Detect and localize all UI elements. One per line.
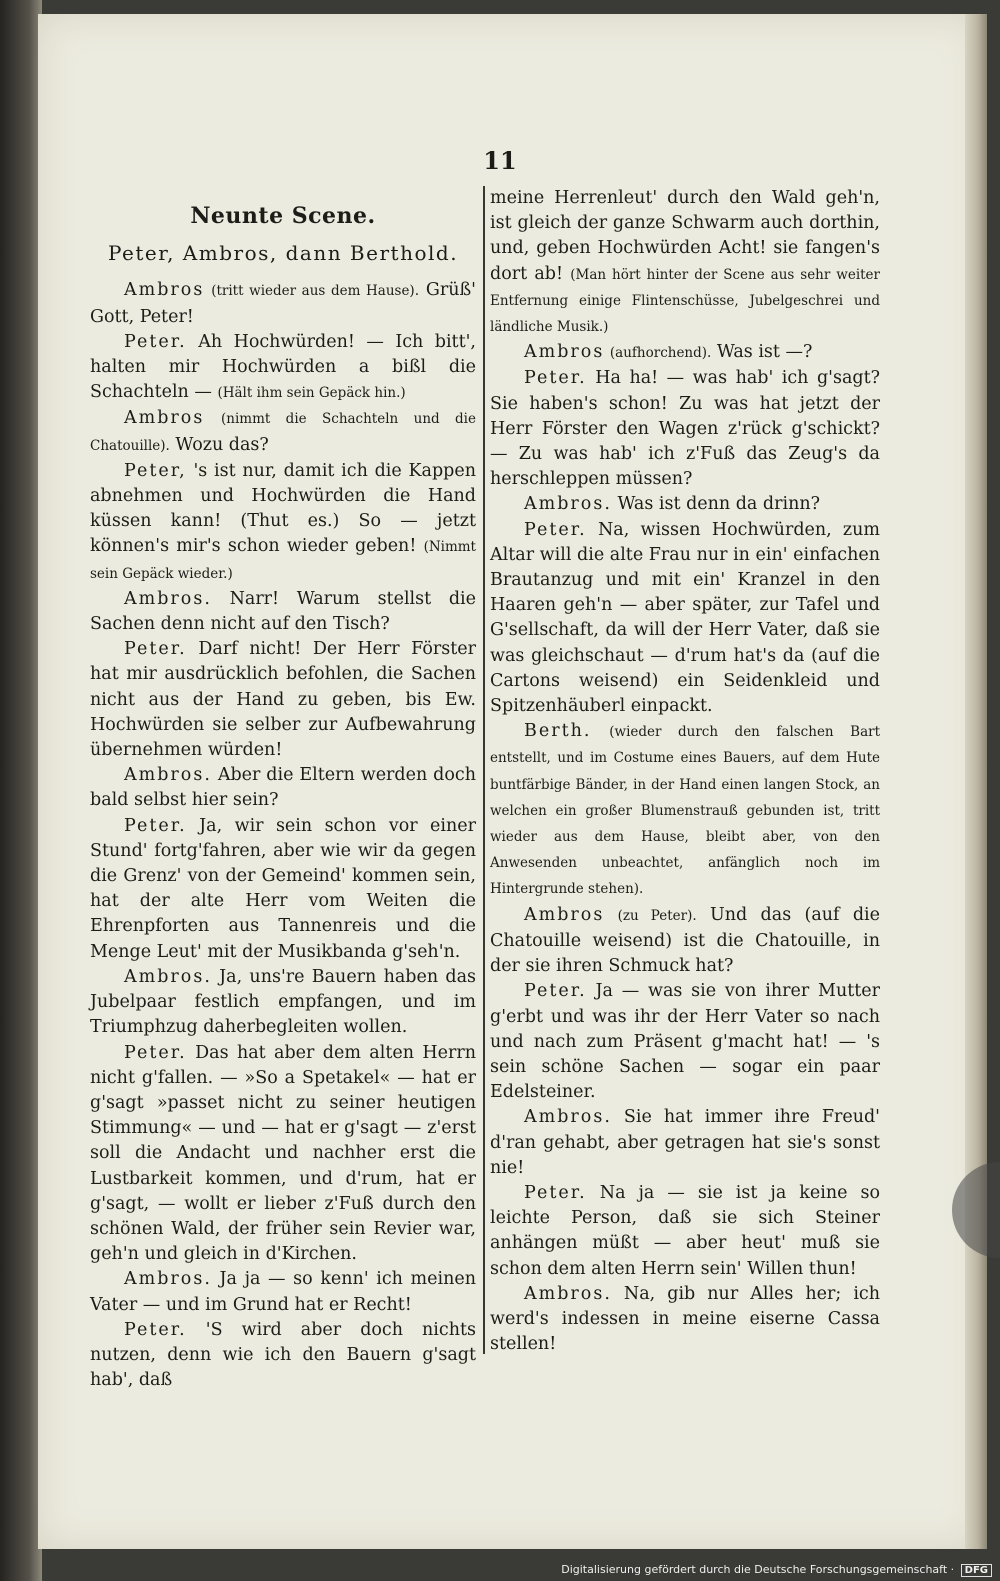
speaker-name: Ambros — [124, 280, 205, 301]
dialogue-text: Sie hat immer ihre Freud' d'ran gehabt, aber getragen hat sie's sonst nie! — [490, 1107, 880, 1178]
speaker-name: Ambros. — [524, 494, 612, 515]
dialogue-text: Ha ha! — was hab' ich g'sagt? Sie haben's schon! Zu was hat jetzt der Herr Förster den Wagen z'rück g'schickt? — Zu was hab' ich z'Fuß das Zeug's da herschleppen müssen? — [490, 368, 880, 490]
column-divider — [483, 186, 485, 1354]
dialogue-paragraph — [490, 366, 880, 492]
dialogue-paragraph — [490, 518, 880, 720]
stage-direction: (nimmt die Schachteln und die Chatouille). — [90, 411, 476, 454]
speaker-name: Peter. — [524, 1182, 587, 1203]
speaker-name: Ambros. — [124, 1269, 212, 1290]
dialogue-text: 's ist nur, damit ich die Kappen abnehmen und Hochwürden die Hand küssen kann! (Thut es.) So — jetzt können's mir's schon wieder geben! — [90, 460, 476, 557]
dialogue-paragraph — [90, 1318, 476, 1394]
dialogue-text: Und das (auf die Chatouille weisend) ist die Chatouille, in der sie ihren Schmuck hat? — [490, 904, 880, 977]
dialogue-paragraph — [90, 1267, 476, 1317]
dialogue-text: Na, wissen Hochwürden, zum Altar will die alte Frau nur in ein' einfachen Brautanzug und mit ein' Kranzel in den Haaren geh'n — aber später, zur Tafel und G'sellschaft, da will der Herr Vater, daß sie was gleichschaut — d'rum hat's da (auf die Cartons weisend) ein Seidenkleid und Spitzenhäuberl einpackt. — [490, 519, 880, 717]
speaker-name: Peter. — [524, 368, 587, 389]
speaker-name: Peter. — [124, 639, 187, 660]
dialogue-text: Grüß' Gott, Peter! — [90, 280, 476, 327]
stage-direction: (Man hört hinter der Scene aus sehr weiter Entfernung einige Flintenschüsse, Jubelgeschrei und ländliche Musik.) — [490, 266, 880, 336]
dialogue-text: Ah Hochwürden! — Ich bitt', halten mir Hochwürden a bißl die Schachteln — — [90, 331, 476, 403]
dialogue-paragraph — [490, 186, 880, 340]
dialogue-text: Ja, wir sein schon vor einer Stund' fortg'fahren, aber wie wir da gegen die Grenz' von der Gemeind' kommen sein, hat der alte Herr vom Weiten die Ehrenpforten aus Tannenreis und die Menge Leut' mit der Musikbanda g'seh'n. — [90, 815, 476, 962]
speaker-name: Peter. — [124, 815, 187, 836]
dialogue-paragraph — [490, 979, 880, 1105]
speaker-name: Berth. — [524, 721, 592, 742]
dialogue-paragraph — [490, 340, 880, 366]
dialogue-paragraph — [490, 492, 880, 517]
speaker-name: Peter. — [124, 1042, 187, 1063]
left-column — [90, 184, 476, 1393]
dialogue-text: Ja — was sie von ihrer Mutter g'erbt und was ihr der Herr Vater so nach und nach zum Präsent g'macht hat! — 's sein schöne Sachen — sogar ein paar Edelsteiner. — [490, 981, 880, 1103]
dialogue-paragraph — [490, 1181, 880, 1282]
dialogue-text: Aber die Eltern werden doch bald selbst hier sein? — [90, 765, 476, 811]
left-column-text — [90, 278, 476, 1393]
dialogue-paragraph — [90, 763, 476, 813]
dialogue-text: Was ist —? — [711, 342, 813, 363]
stage-direction: (Nimmt sein Gepäck wieder.) — [90, 539, 476, 582]
dialogue-paragraph — [90, 459, 476, 587]
dialogue-text: Narr! Warum stellst die Sachen denn nicht auf den Tisch? — [90, 588, 476, 635]
dfg-logo: DFG — [961, 1564, 992, 1577]
dialogue-paragraph — [90, 330, 476, 407]
speaker-name: Ambros — [524, 342, 605, 363]
speaker-name: Ambros. — [524, 1107, 612, 1128]
page-edge — [965, 14, 987, 1549]
dialogue-paragraph — [90, 1041, 476, 1268]
dialogue-paragraph — [90, 814, 476, 965]
dialogue-text: Na, gib nur Alles her; ich werd's indessen in meine eiserne Cassa stellen! — [490, 1283, 880, 1355]
dialogue-text: 'S wird aber doch nichts nutzen, denn wie ich den Bauern g'sagt hab', daß — [90, 1319, 476, 1391]
speaker-name: Ambros — [124, 408, 205, 429]
dialogue-paragraph — [490, 1282, 880, 1358]
stage-direction: (wieder durch den falschen Bart entstellt, und im Costume eines Bauers, auf dem Hute buntfärbige Bänder, in der Hand einen langen Stock, an welchen ein großer Blumenstrauß gebunden ist, tritt wieder aus dem Hause, bleibt aber, von den Anwesenden unbeachtet, anfänglich noch im Hintergrunde stehen). — [490, 724, 880, 898]
dialogue-paragraph — [490, 1105, 880, 1181]
scene-title: Neunte Scene. — [190, 203, 376, 229]
speaker-name: Peter, — [124, 460, 187, 481]
speaker-name: Peter. — [524, 519, 587, 540]
speaker-name: Ambros — [524, 904, 605, 925]
footer-text: Digitalisierung gefördert durch die Deutsche Forschungsgemeinschaft · — [561, 1563, 955, 1576]
speaker-name: Ambros. — [124, 588, 212, 609]
right-column-text — [490, 186, 880, 1357]
speaker-name: Peter. — [124, 331, 187, 352]
dialogue-paragraph — [90, 637, 476, 763]
right-column — [490, 186, 880, 1357]
speaker-name: Peter. — [524, 981, 587, 1002]
dialogue-paragraph — [90, 406, 476, 458]
dialogue-text: meine Herrenleut' durch den Wald geh'n, ist gleich der ganze Schwarm auch dorthin, und, geben Hochwürden Acht! sie fangen's dort ab! — [490, 188, 880, 284]
dialogue-text: Wozu das? — [169, 434, 269, 455]
dialogue-paragraph — [90, 965, 476, 1041]
dialogue-paragraph — [90, 278, 476, 329]
speaker-name: Peter. — [124, 1319, 187, 1340]
cast-list: Peter, Ambros, dann Berthold. — [107, 241, 459, 266]
dialogue-text: Ja, uns're Bauern haben das Jubelpaar festlich empfangen, und im Triumphzug daherbegleiten wollen. — [90, 966, 476, 1038]
dialogue-text: Das hat aber dem alten Herrn nicht g'fallen. — »So a Spetakel« — hat er g'sagt »passet nicht zu seiner heutigen Stimmung« — und — hat er g'sagt — z'erst soll die Andacht und nachher erst die Lustbarkeit kommen, und d'rum, hat er g'sagt, — wollt er lieber z'Fuß durch den schönen Wald, der früher sein Revier war, geh'n und gleich in d'Kirchen. — [90, 1042, 476, 1265]
speaker-name: Ambros. — [124, 966, 212, 987]
page-number: 11 — [483, 146, 517, 175]
dialogue-paragraph — [90, 587, 476, 637]
dialogue-text: Ja ja — so kenn' ich meinen Vater — und im Grund hat er Recht! — [90, 1269, 476, 1315]
stage-direction: (zu Peter). — [617, 907, 697, 924]
book-binding — [0, 0, 42, 1581]
stage-direction: (tritt wieder aus dem Hause). — [211, 283, 419, 300]
dialogue-text: Was ist denn da drinn? — [611, 494, 821, 515]
stage-direction: (Hält ihm sein Gepäck hin.) — [217, 385, 406, 402]
dialogue-text: Darf nicht! Der Herr Förster hat mir ausdrücklich befohlen, die Sachen nicht aus der Hand zu geben, bis Ew. Hochwürden sie selber zur Aufbewahrung übernehmen würden! — [90, 639, 476, 761]
speaker-name: Ambros. — [524, 1283, 612, 1304]
dialogue-text: Na ja — sie ist ja keine so leichte Person, daß sie sich Steiner anhängen müßt — aber heut' muß sie schon dem alten Herrn sein' Willen thun! — [490, 1182, 880, 1279]
stage-direction: (aufhorchend). — [609, 345, 712, 362]
dialogue-paragraph — [490, 719, 880, 902]
digitization-footer — [561, 1563, 992, 1577]
speaker-name: Ambros. — [124, 765, 212, 786]
dialogue-paragraph — [490, 903, 880, 980]
